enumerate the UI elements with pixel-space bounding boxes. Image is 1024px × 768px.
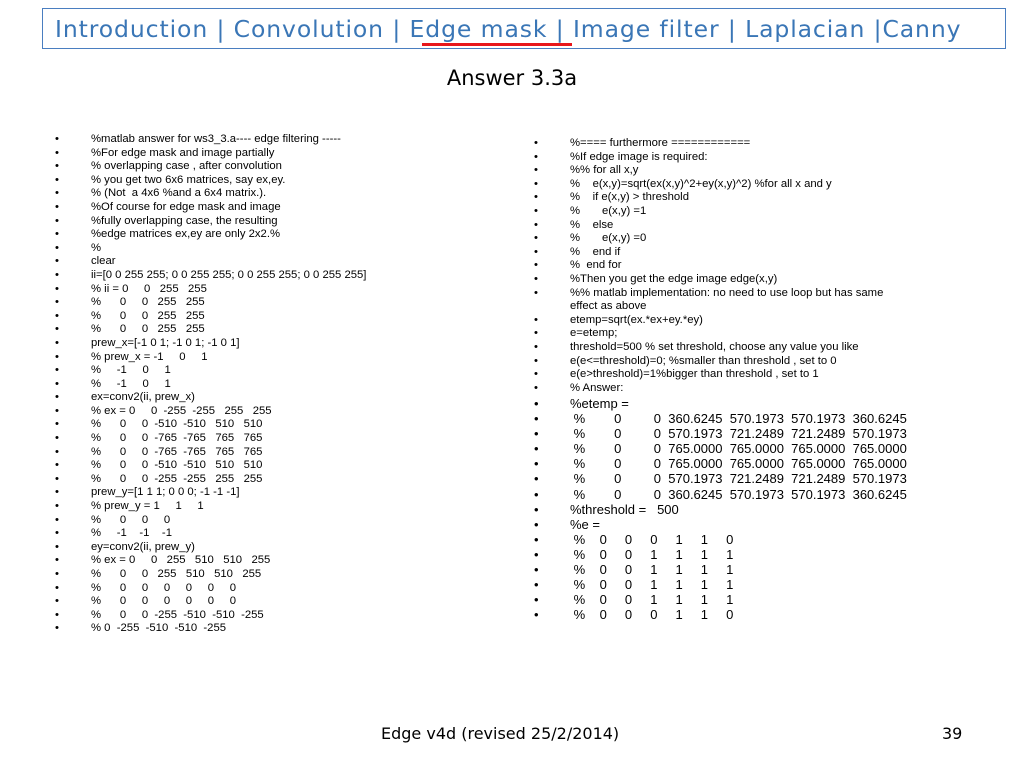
code-line-text: % 0 0 765.0000 765.0000 765.0000 765.0000 [570, 441, 907, 457]
bullet-icon: • [55, 323, 59, 336]
code-line-text: % 0 0 360.6245 570.1973 570.1973 360.6245 [570, 486, 907, 502]
code-line-text: % end if [570, 245, 621, 258]
code-line [55, 160, 366, 174]
code-line-text: % 0 0 1 1 1 1 [570, 546, 734, 562]
code-line-text: % else [570, 218, 614, 231]
code-line [534, 486, 907, 502]
code-line [534, 245, 883, 260]
code-line [534, 607, 907, 623]
code-line [55, 309, 366, 324]
code-line-text: % 0 0 255 255 [91, 323, 205, 336]
bullet-icon: • [534, 313, 538, 326]
bullet-icon: • [55, 187, 59, 200]
code-line-text: % 0 0 1 1 1 1 [570, 562, 734, 578]
bullet-icon: • [55, 309, 59, 322]
code-line [55, 500, 366, 514]
code-line-text: %edge matrices ex,ey are only 2x2.% [91, 228, 281, 241]
code-line [534, 313, 883, 328]
code-line [55, 418, 366, 432]
bullet-icon: • [55, 241, 59, 254]
code-line-text: % end for [570, 259, 622, 272]
code-line [534, 501, 907, 517]
code-line-text: % Answer: [570, 381, 624, 394]
code-line [55, 133, 366, 147]
bullet-icon: • [534, 471, 539, 487]
code-line-text: e(e>threshold)=1%bigger than threshold , set to 1 [570, 368, 819, 381]
code-line [55, 268, 367, 283]
code-line [55, 513, 366, 528]
code-line [55, 200, 366, 215]
code-line-text: %Then you get the edge image edge(x,y) [570, 272, 778, 285]
code-line-text: % 0 0 1 1 1 1 [570, 592, 734, 608]
code-line-text: % (Not a 4x6 %and a 6x4 matrix.). [91, 187, 267, 200]
nav-tab-edge-mask[interactable]: Edge mask [409, 15, 548, 43]
code-line-text: % e(x,y)=sqrt(ex(x,y)^2+ey(x,y)^2) %for all x and y [570, 177, 832, 190]
bullet-icon: • [55, 432, 59, 445]
code-line-text: % ex = 0 0 255 510 510 255 [91, 554, 271, 567]
code-line [55, 228, 366, 242]
code-line-text: % 0 0 0 1 1 0 [570, 607, 734, 623]
code-line-text: prew_x=[-1 0 1; -1 0 1; -1 0 1] [91, 336, 240, 349]
code-line-text: % prew_y = 1 1 1 [91, 500, 204, 513]
code-line [534, 218, 883, 233]
bullet-icon: • [55, 146, 59, 159]
bullet-icon: • [534, 396, 539, 411]
bullet-icon: • [534, 164, 538, 177]
code-line [534, 204, 883, 219]
bullet-icon: • [534, 340, 538, 353]
code-line-text: % ii = 0 0 255 255 [91, 282, 207, 295]
code-line-text: % ex = 0 0 -255 -255 255 255 [91, 404, 272, 417]
bullet-icon: • [534, 327, 538, 340]
code-line [55, 527, 366, 541]
code-line [55, 187, 366, 201]
bullet-icon: • [55, 255, 59, 268]
bullet-icon: • [55, 268, 59, 281]
code-line-text: % -1 0 1 [91, 364, 171, 377]
bullet-icon: • [55, 622, 59, 635]
code-line [55, 173, 366, 188]
bullet-icon: • [534, 259, 538, 272]
code-line [534, 531, 907, 547]
code-line-text: %For edge mask and image partially [91, 146, 275, 159]
bullet-icon: • [55, 214, 59, 227]
right-answer-list [534, 396, 907, 623]
bullet-icon: • [534, 546, 539, 562]
bullet-icon: • [55, 336, 59, 349]
code-line-text: % 0 0 1 1 1 1 [570, 577, 734, 593]
bullet-icon: • [534, 456, 539, 472]
code-line-text: %% matlab implementation: no need to use loop but has same [570, 286, 884, 299]
code-line [55, 581, 366, 596]
code-line-text: % 0 -255 -510 -510 -255 [91, 622, 227, 635]
bullet-icon: • [534, 562, 539, 578]
bullet-icon: • [55, 500, 59, 513]
bullet-icon: • [55, 486, 59, 499]
bullet-icon: • [55, 513, 59, 526]
code-line [55, 350, 366, 365]
code-line-text: clear [91, 255, 116, 268]
bullet-icon: • [55, 282, 59, 295]
code-line-text: %% for all x,y [570, 164, 639, 177]
code-line-text: % e(x,y) =0 [570, 232, 647, 245]
bullet-icon: • [55, 377, 59, 390]
code-line-text: ii=[0 0 255 255; 0 0 255 255; 0 0 255 255; 0 0 255 255] [91, 268, 367, 281]
bullet-icon: • [55, 527, 59, 540]
bullet-icon: • [534, 137, 538, 149]
code-line-text: % 0 0 255 510 510 255 [91, 568, 262, 580]
code-line-text: etemp=sqrt(ex.*ex+ey.*ey) [570, 313, 703, 326]
nav-separator: | [383, 15, 410, 43]
code-line [55, 214, 366, 229]
code-line-text: % 0 0 360.6245 570.1973 570.1973 360.6245 [570, 411, 907, 427]
code-line-text: e(e<=threshold)=0; %smaller than threshold , set to 0 [570, 354, 837, 367]
nav-separator: | [719, 15, 746, 43]
nav-tab-image-filter[interactable]: Image filter [572, 15, 720, 43]
code-line-text: %fully overlapping case, the resulting [91, 214, 278, 227]
code-line [534, 592, 907, 608]
code-line-text: % 0 0 765.0000 765.0000 765.0000 765.0000 [570, 456, 907, 472]
bullet-icon: • [55, 404, 59, 417]
code-line [534, 396, 907, 411]
code-line-text: ey=conv2(ii, prew_y) [91, 540, 195, 553]
code-line-text: %matlab answer for ws3_3.a---- edge filtering ----- [91, 133, 341, 145]
bullet-icon: • [55, 581, 59, 594]
code-line-text: ex=conv2(ii, prew_x) [91, 391, 195, 404]
bullet-icon: • [55, 296, 59, 309]
code-line [534, 164, 883, 178]
code-line [534, 368, 883, 382]
code-line [534, 411, 907, 427]
footer-text: Edge v4d (revised 25/2/2014) [381, 724, 620, 743]
right-code-list [534, 137, 884, 395]
code-line [534, 340, 883, 355]
code-line [55, 608, 366, 623]
code-line [55, 336, 366, 351]
bullet-icon: • [55, 228, 59, 241]
active-tab-underline [422, 43, 572, 46]
code-line-text: % 0 0 0 1 1 0 [570, 531, 734, 547]
bullet-icon: • [534, 411, 539, 427]
bullet-icon: • [55, 364, 59, 377]
bullet-icon: • [55, 391, 59, 404]
nav-tab-laplacian[interactable]: Laplacian [745, 15, 866, 43]
code-line-wrap: effect as above [570, 300, 647, 313]
bullet-icon: • [534, 218, 538, 231]
code-line [55, 296, 366, 310]
code-line-text: % -1 -1 -1 [91, 527, 172, 540]
bullet-icon: • [534, 531, 539, 547]
code-line-text: % 0 0 -255 -510 -510 -255 [91, 608, 264, 621]
code-line [55, 282, 366, 297]
bullet-icon: • [534, 486, 539, 502]
code-line-text: %Of course for edge mask and image [91, 200, 281, 213]
bullet-icon: • [534, 354, 538, 367]
code-line-text: % 0 0 0 [91, 513, 171, 526]
bullet-icon: • [534, 368, 538, 381]
bullet-icon: • [534, 150, 538, 163]
code-line-text: % -1 0 1 [91, 377, 171, 390]
code-line-text: %==== furthermore ============ [570, 137, 751, 149]
code-line-text: % 0 0 255 255 [91, 296, 205, 309]
code-line [534, 327, 883, 341]
code-line [534, 259, 883, 273]
left-code-list [55, 133, 367, 636]
code-line-text: % 0 0 -765 -765 765 765 [91, 432, 263, 445]
code-line-text: e=etemp; [570, 327, 618, 340]
code-line [534, 441, 907, 457]
code-line-text: % 0 0 570.1973 721.2489 721.2489 570.1973 [570, 471, 907, 487]
code-line [55, 622, 366, 636]
code-line [55, 404, 366, 419]
bullet-icon: • [55, 472, 59, 485]
code-line [534, 426, 907, 442]
nav-tab-canny[interactable]: Canny [882, 15, 962, 43]
bullet-icon: • [55, 445, 59, 458]
code-line-text: % overlapping case , after convolution [91, 160, 282, 173]
code-line [534, 516, 907, 532]
code-line-text: % [91, 241, 102, 254]
bullet-icon: • [534, 426, 539, 442]
code-line [534, 177, 883, 192]
code-line-text: % 0 0 570.1973 721.2489 721.2489 570.1973 [570, 426, 907, 442]
code-line-text: %threshold = 500 [570, 501, 679, 517]
code-line-text: %etemp = [570, 396, 629, 411]
bullet-icon: • [534, 272, 538, 285]
bullet-icon: • [534, 204, 538, 217]
code-line [534, 354, 883, 369]
code-line-text: threshold=500 % set threshold, choose any value you like [570, 340, 859, 353]
page-number: 39 [942, 724, 963, 743]
code-line [534, 150, 883, 165]
bullet-icon: • [534, 501, 539, 517]
bullet-icon: • [534, 286, 538, 299]
code-line [534, 137, 883, 151]
nav-separator: | [547, 15, 573, 43]
bullet-icon: • [534, 592, 539, 608]
bullet-icon: • [55, 568, 59, 580]
code-line [534, 191, 883, 205]
bullet-icon: • [534, 381, 538, 394]
code-line-text: % e(x,y) =1 [570, 204, 647, 217]
code-line [534, 272, 883, 287]
code-line [534, 286, 884, 301]
code-line [534, 471, 907, 487]
code-line-text: % 0 0 -510 -510 510 510 [91, 418, 263, 431]
bullet-icon: • [534, 177, 538, 190]
bullet-icon: • [55, 160, 59, 173]
bullet-icon: • [55, 133, 59, 145]
nav-separator: | [208, 15, 234, 43]
code-line [534, 456, 907, 472]
code-line-text: % 0 0 -765 -765 765 765 [91, 445, 263, 458]
code-line [55, 459, 366, 473]
bullet-icon: • [55, 418, 59, 431]
bullet-icon: • [534, 191, 538, 204]
bullet-icon: • [55, 200, 59, 213]
code-line [534, 577, 907, 593]
code-line [55, 554, 366, 568]
code-line-text: % 0 0 255 255 [91, 309, 205, 322]
bullet-icon: • [534, 245, 538, 258]
code-line [55, 540, 366, 555]
bullet-icon: • [55, 554, 59, 567]
code-line [534, 232, 883, 246]
bullet-icon: • [534, 516, 539, 532]
code-line-text: prew_y=[1 1 1; 0 0 0; -1 -1 -1] [91, 486, 240, 499]
code-line [55, 255, 366, 269]
bullet-icon: • [55, 350, 59, 363]
code-line [55, 377, 366, 392]
code-line-text: %If edge image is required: [570, 150, 708, 163]
code-line-text: % prew_x = -1 0 1 [91, 350, 208, 363]
code-line [55, 391, 366, 405]
bullet-icon: • [55, 173, 59, 186]
code-line [55, 364, 366, 378]
code-line-text: % if e(x,y) > threshold [570, 191, 689, 204]
code-line-text: % 0 0 -255 -255 255 255 [91, 472, 263, 485]
code-line [55, 323, 366, 337]
bullet-icon: • [534, 441, 539, 457]
code-line [55, 146, 366, 161]
code-line [55, 445, 366, 460]
code-line-text: % 0 0 0 0 0 0 [91, 595, 237, 608]
nav-tab-introduction[interactable]: Introduction [55, 15, 209, 43]
bullet-icon: • [55, 540, 59, 553]
slide-title: Answer 3.3a [446, 66, 578, 90]
code-line [55, 472, 366, 487]
code-line-text: % 0 0 0 0 0 0 [91, 581, 237, 594]
nav-tab-convolution[interactable]: Convolution [233, 15, 384, 43]
code-line [55, 595, 366, 609]
bullet-icon: • [55, 608, 59, 621]
code-line [55, 486, 366, 500]
code-line [534, 546, 907, 562]
code-line-text: % you get two 6x6 matrices, say ex,ey. [91, 173, 286, 186]
code-line [55, 568, 366, 582]
code-line-text: %e = [570, 516, 600, 532]
bullet-icon: • [534, 607, 539, 623]
bullet-icon: • [534, 232, 538, 245]
code-line [534, 381, 883, 396]
code-line-text: % 0 0 -510 -510 510 510 [91, 459, 263, 472]
code-line [55, 241, 366, 256]
nav-separator: | [865, 15, 883, 43]
bullet-icon: • [534, 577, 539, 593]
code-line [534, 562, 907, 578]
bullet-icon: • [55, 459, 59, 472]
bullet-icon: • [55, 595, 59, 608]
code-line [55, 432, 366, 446]
